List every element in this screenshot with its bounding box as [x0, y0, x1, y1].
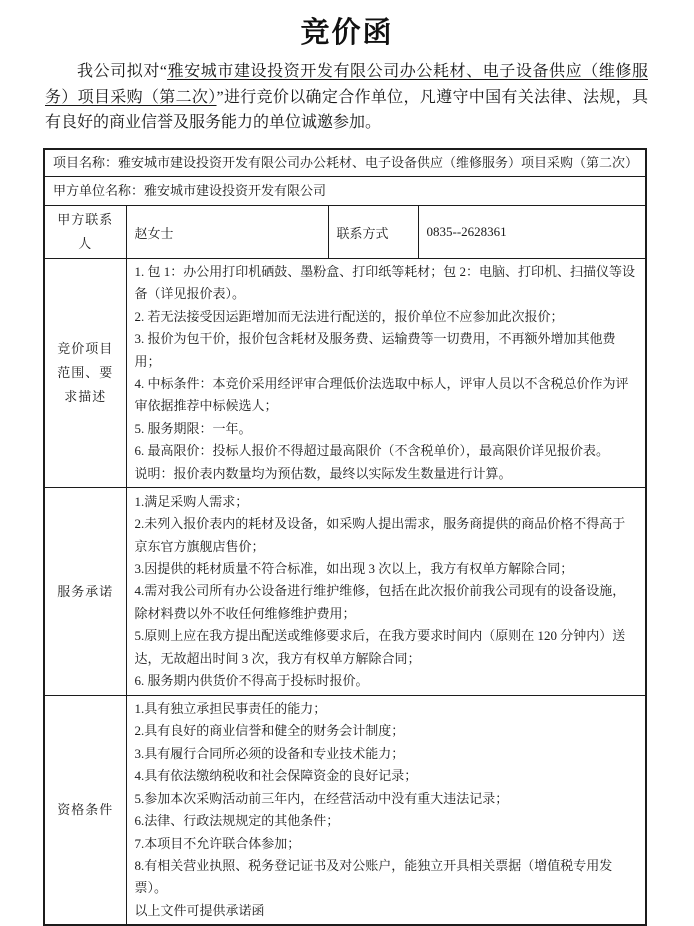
- qualification-item: 6.法律、行政法规规定的其他条件；: [134, 813, 340, 829]
- scope-item: 说明：报价表内数量均为预估数，最终以实际发生数量进行计算。: [134, 465, 512, 481]
- table-row-contact: [44, 206, 646, 259]
- service-label: 服务承诺: [44, 488, 126, 696]
- qualification-item: 7.本项目不允许联合体参加；: [134, 835, 301, 851]
- scope-item: 5. 服务期限：一年。: [134, 420, 252, 436]
- scope-content: [126, 259, 646, 488]
- project-name-cell: 项目名称：雅安城市建设投资开发有限公司办公耗材、电子设备供应（维修服务）项目采购（第二次）: [44, 149, 646, 177]
- page-title: 竞价函: [300, 17, 394, 49]
- scope-item: 6. 最高限价：投标人报价不得超过最高限价（不含税单价），最高限价详见报价表。: [134, 443, 610, 459]
- table-row-party-a: [44, 177, 646, 206]
- intro-paragraph: [45, 59, 648, 136]
- qualification-label: 资格条件: [44, 696, 126, 926]
- table-row-service: [44, 488, 646, 696]
- qualification-item: 3.具有履行合同所必须的设备和专业技术能力；: [134, 745, 405, 761]
- table-row-qualification: [44, 696, 646, 926]
- qualification-item: 4.具有依法缴纳税收和社会保障资金的良好记录；: [134, 768, 418, 784]
- contact-person-name: 赵女士: [126, 206, 328, 259]
- service-item: 2.未列入报价表内的耗材及设备，如采购人提出需求，服务商提供的商品价格不得高于京东官方旗舰店售价；: [134, 516, 626, 554]
- qualification-item: 2.具有良好的商业信誉和健全的财务会计制度；: [134, 723, 405, 739]
- service-item: 4.需对我公司所有办公设备进行维护维修，包括在此次报价前我公司现有的设备设施，除材料费以外不收任何维修维护费用；: [134, 583, 626, 621]
- service-content: [126, 488, 646, 696]
- scope-label: 竞价项目范围、要求描述: [44, 259, 126, 488]
- table-row-scope: [44, 259, 646, 488]
- scope-item: 2. 若无法接受因运距增加而无法进行配送的，报价单位不应参加此次报价；: [134, 308, 564, 324]
- qualification-item: 5.参加本次采购活动前三年内，在经营活动中没有重大违法记录；: [134, 790, 509, 806]
- intro-prefix: 我公司拟对“: [77, 63, 168, 80]
- service-item: 6. 服务期内供货价不得高于投标时报价。: [134, 672, 369, 688]
- service-item: 3.因提供的耗材质量不符合标准，如出现 3 次以上，我方有权单方解除合同；: [134, 560, 574, 576]
- project-name-underlined: 雅安城市建设投资开发有限公司办公耗材、电子设备供应（维修服务）项目采购（第二次）: [45, 63, 648, 106]
- scope-item: 4. 中标条件：本竞价采用经评审合理低价法选取中标人，评审人员以不含税总价作为评审依据推荐中标候选人；: [134, 376, 629, 414]
- scope-item: 3. 报价为包干价，报价包含耗材及服务费、运输费等一切费用，不再额外增加其他费用；: [134, 331, 616, 369]
- party-a-name-cell: 甲方单位名称：雅安城市建设投资开发有限公司: [44, 177, 646, 206]
- intro-suffix: ”进行竞价以确定合作单位，凡遵守中国有关法律、法规，具有良好的商业信誉及服务能力的单位诚邀参加。: [45, 88, 648, 131]
- qualification-content: [126, 696, 646, 926]
- service-item: 1.满足采购人需求；: [134, 493, 249, 509]
- contact-method-label: 联系方式: [328, 206, 418, 259]
- scope-item: 1. 包 1：办公用打印机硒鼓、墨粉盒、打印纸等耗材；包 2：电脑、打印机、扫描仪等设备（详见报价表）。: [134, 264, 636, 302]
- qualification-item: 8.有相关营业执照、税务登记证书及对公账户，能独立开具相关票据（增值税专用发票）。: [134, 857, 613, 896]
- document-page: [0, 10, 694, 918]
- qualification-item: 1.具有独立承担民事责任的能力；: [134, 701, 327, 717]
- table-row-project-name: [44, 149, 646, 177]
- bidding-info-table: [43, 148, 647, 926]
- contact-person-label: 甲方联系人: [44, 206, 126, 259]
- qualification-item: 以上文件可提供承诺函: [134, 902, 265, 918]
- service-item: 5.原则上应在我方提出配送或维修要求后，在我方要求时间内（原则在 120 分钟内）送达，无故超出时间 3 次，我方有权单方解除合同；: [134, 628, 626, 666]
- contact-phone: 0835--2628361: [418, 206, 646, 259]
